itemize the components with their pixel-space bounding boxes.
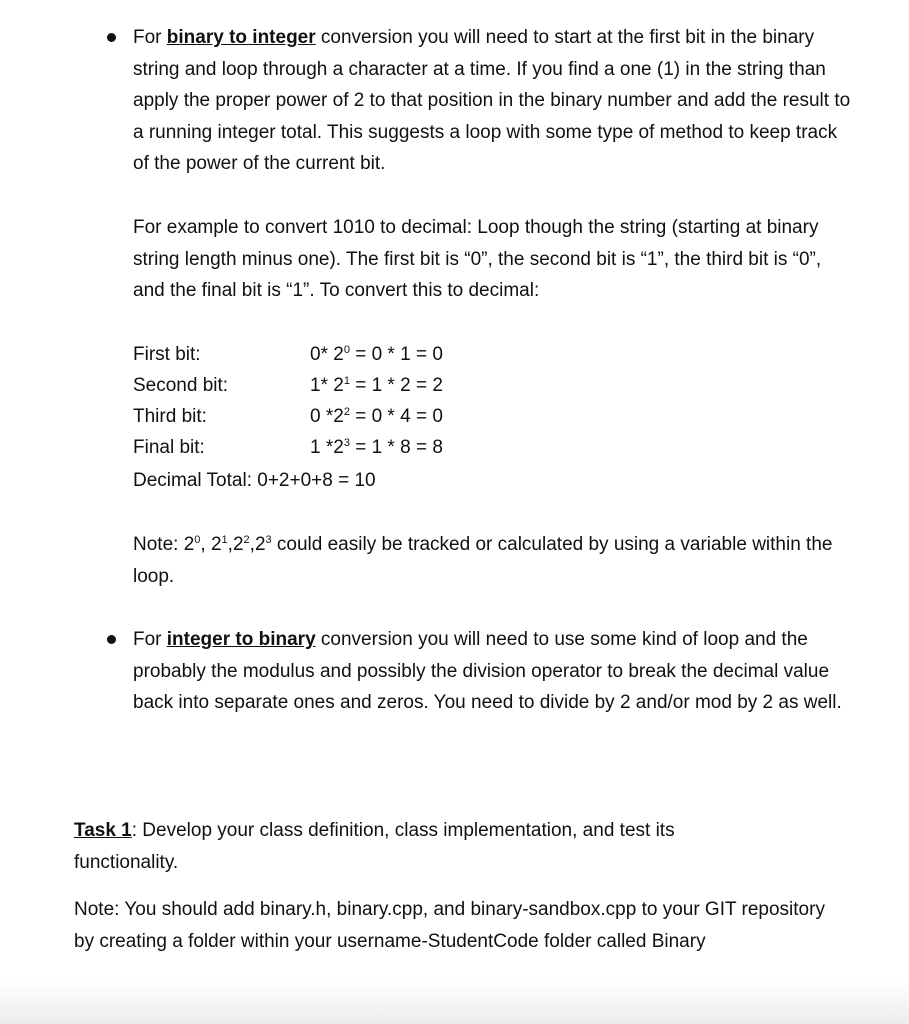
bit-row bbox=[133, 432, 733, 463]
bit-formula: 1 $*2^3 = 1 * 8 = 8$ bbox=[310, 437, 443, 458]
bullet-binary-to-integer bbox=[133, 22, 853, 180]
bit-formula: 1* $2^1 = 1 * 2 = 2$ bbox=[310, 375, 443, 396]
bit-label: Third bit: bbox=[133, 406, 207, 427]
bullet-dot bbox=[107, 33, 116, 42]
bit-formula: 0* $2^0 = 0 * 1 = 0$ bbox=[310, 344, 443, 365]
keyword-integer-to-binary: integer to binary bbox=[166, 629, 316, 650]
bullet-integer-to-binary bbox=[133, 624, 853, 719]
bullet-binary-to-integer-text: For binary to integer conversion you will need to start at the first bit in the binary string and loop through a character at a time. If you find a one (1) in the string than apply the proper power of 2 to that position in the binary number and add the result to a running integer total. This suggests a loop with some type of method to keep track of the power of the current bit. bbox=[133, 27, 851, 174]
bit-row bbox=[133, 401, 733, 432]
bit-row bbox=[133, 339, 733, 370]
bit-row bbox=[133, 370, 733, 401]
git-note: Note: You should add binary.h, binary.cpp, and binary-sandbox.cpp to your GIT repository by creating a folder within your username-StudentCode folder called Binary bbox=[74, 899, 825, 952]
bit-formula: 0 $*2^2 = 0 * 4 = 0$ bbox=[310, 406, 443, 427]
decimal-total: Decimal Total: 0+2+0+8 = 10 bbox=[133, 470, 376, 491]
powers-note: Note: $2^0$, $2^1,2^2,2^3$ could easily be tracked or calculated by using a variable within the loop. bbox=[133, 534, 833, 587]
page-bottom-shadow bbox=[0, 980, 909, 1024]
task-1: Task 1: Develop your class definition, class implementation, and test its functionality. bbox=[74, 820, 675, 873]
bit-label: Final bit: bbox=[133, 437, 205, 458]
task-label: Task 1 bbox=[74, 820, 132, 841]
bit-label: Second bit: bbox=[133, 375, 229, 396]
bit-label: First bit: bbox=[133, 344, 201, 365]
bullet-integer-to-binary-text: For integer to binary conversion you will need to use some kind of loop and the probably the modulus and possibly the division operator to break the decimal value back into separate ones and zeros. You need to divide by 2 and/or mod by 2 as well. bbox=[133, 629, 842, 713]
keyword-binary-to-integer: binary to integer bbox=[166, 27, 316, 48]
bullet-dot bbox=[107, 635, 116, 644]
example-paragraph: For example to convert 1010 to decimal: Loop though the string (starting at binary string length minus one). The first bit is “0”, the second bit is “1”, the third bit is “0”, and the final bit is “1”. To convert this to decimal: bbox=[133, 217, 822, 301]
